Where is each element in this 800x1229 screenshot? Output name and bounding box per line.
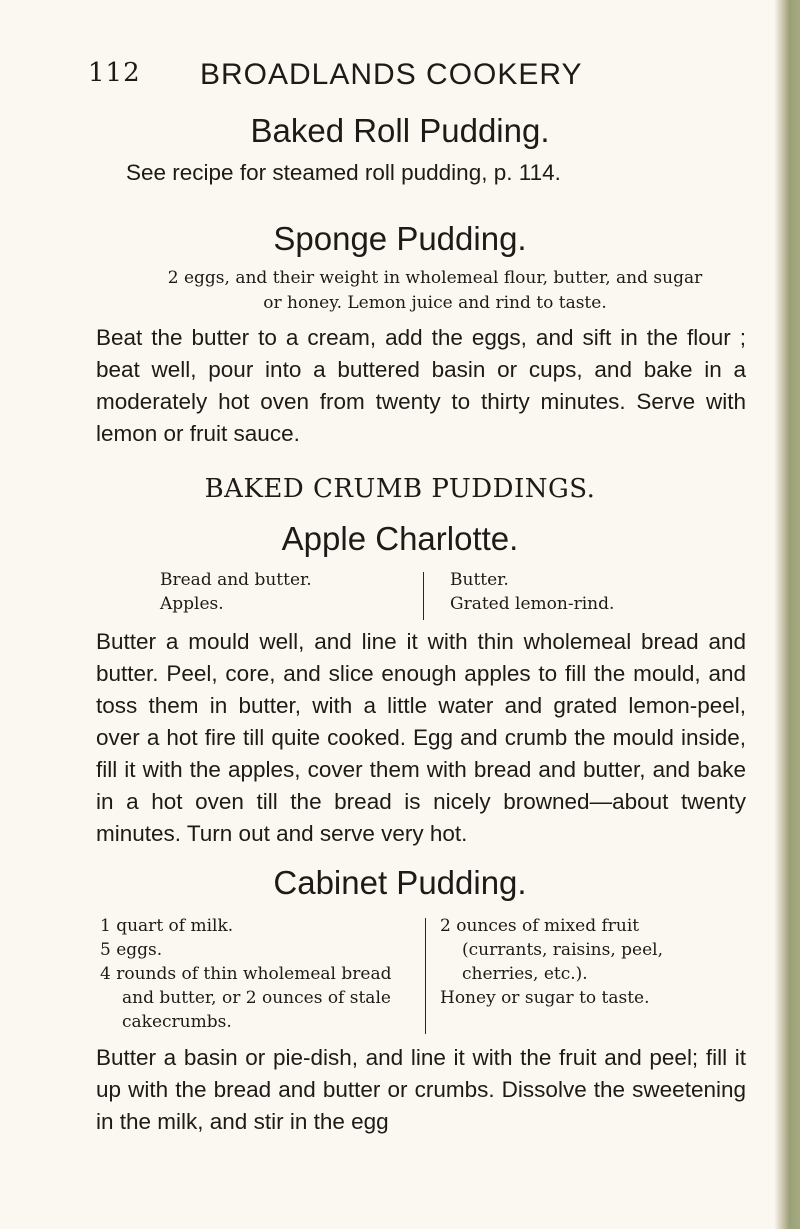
apple-charlotte-ingredients-right	[450, 568, 710, 616]
ingredient-item: Bread and butter.	[160, 570, 312, 590]
ingredient-item: 2 ounces of mixed fruit (currants, raisins, peel, cherries, etc.).	[440, 916, 663, 984]
recipe-title-apple-charlotte: Apple Charlotte.	[281, 520, 519, 557]
ingredient-item: 5 eggs.	[100, 940, 163, 960]
recipe-title-cabinet: Cabinet Pudding.	[273, 864, 527, 901]
sponge-ingredients-line-1: 2 eggs, and their weight in wholemeal flour, butter, and sugar	[167, 268, 703, 288]
ingredient-item: Honey or sugar to taste.	[440, 988, 650, 1008]
column-divider	[425, 918, 426, 1034]
sponge-ingredients	[130, 266, 740, 316]
apple-charlotte-ingredients-left	[160, 568, 400, 616]
ingredient-item: Apples.	[160, 594, 224, 614]
sponge-ingredients-line-2: or honey. Lemon juice and rind to taste.	[263, 293, 607, 313]
ingredient-item: Grated lemon-rind.	[450, 594, 615, 614]
ingredient-item: 1 quart of milk.	[100, 916, 234, 936]
running-head-title: BROADLANDS COOKERY	[200, 58, 583, 91]
ingredient-item: Butter.	[450, 570, 509, 590]
page-number: 112	[88, 58, 141, 88]
recipe-title-sponge: Sponge Pudding.	[273, 220, 527, 257]
ingredient-item: 4 rounds of thin wholemeal bread and butter, or 2 ounces of stale cakecrumbs.	[100, 964, 392, 1032]
running-head	[0, 58, 800, 98]
cabinet-ingredients-right	[440, 914, 725, 1010]
recipe-title-baked-roll: Baked Roll Pudding.	[250, 112, 550, 149]
page-edge-shadow	[774, 0, 800, 1229]
section-title-baked-crumb: BAKED CRUMB PUDDINGS.	[204, 474, 596, 504]
baked-roll-note: See recipe for steamed roll pudding, p. 114.	[126, 160, 561, 185]
apple-charlotte-method: Butter a mould well, and line it with thin wholemeal bread and butter. Peel, core, and slice enough apples to fill the mould, and toss them in butter, with a little water and grated lemon-peel, over a hot fire till quite cooked. Egg and crumb the mould inside, fill it with the apples, cover them with bread and butter, and bake in a hot oven till the bread is nicely browned—about twenty minutes. Turn out and serve very hot.	[96, 629, 746, 846]
column-divider	[423, 572, 424, 620]
cabinet-method: Butter a basin or pie-dish, and line it with the fruit and peel; fill it up with the bread and butter or crumbs. Dissolve the sweetening in the milk, and stir in the egg	[96, 1045, 746, 1134]
cabinet-ingredients-left	[100, 914, 400, 1034]
sponge-method: Beat the butter to a cream, add the eggs, and sift in the flour ; beat well, pour into a buttered basin or cups, and bake in a moderately hot oven from twenty to thirty minutes. Serve with lemon or fruit sauce.	[96, 325, 746, 446]
